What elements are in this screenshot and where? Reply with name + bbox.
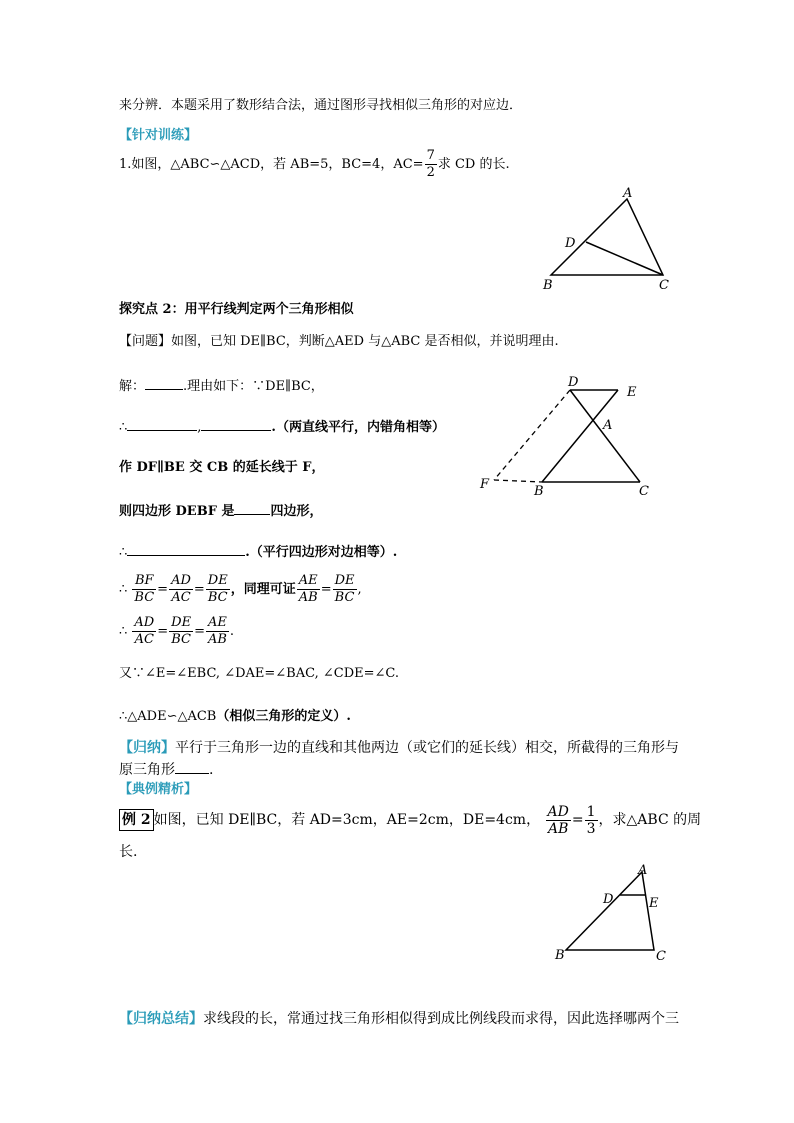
fraction-seven-halves: $\frac{7}{2}$ [426,148,435,180]
label-c: C [656,949,666,964]
problem-statement: 【问题】如图，已知 DE∥BC，判断△AED 与△ABC 是否相似，并说明理由. [119,334,559,349]
label-b: B [534,484,544,499]
explore-title: 探究点 2：用平行线判定两个三角形相似 [119,302,354,317]
ratio-line-1: ∴ $\frac{BF}{BC}$ = $\frac{AD}{AC}$ = $\frac{DE}{BC}$ ，同理可证 $\frac{AE}{AB}$ = $\frac{DE}{BC}$ , [119,573,362,605]
angles-line: 又∵∠E=∠EBC, ∠DAE=∠BAC, ∠CDE=∠C. [119,666,400,681]
construction-line: 作 DF∥BE 交 CB 的延长线于 F， [119,460,325,475]
fraction-ad-ac: $\frac{AD}{AC}$ [171,573,191,605]
final-summary: 【归纳总结】求线段的长，常通过找三角形相似得到成比例线段而求得，因此选择哪两个三 [119,1011,679,1027]
label-b: B [543,278,553,293]
solution-line-2: ∴ , .（两直线平行，内错角相等） [119,416,445,438]
answer-blank-2[interactable] [127,416,197,431]
answer-blank-5[interactable] [127,541,245,556]
fraction-ad-ac-2: $\frac{AD}{AC}$ [134,615,155,647]
answer-blank-1[interactable] [145,375,183,390]
label-a: A [623,186,633,201]
solution-line-1: 解： .理由如下：∵DE∥BC， [119,375,324,397]
label-a: A [603,418,613,433]
answer-blank-6[interactable] [175,759,209,774]
label-c: C [659,278,669,293]
label-d: D [568,375,579,390]
label-e: E [649,896,659,911]
label-c: C [639,484,649,499]
fraction-bf-bc: $\frac{BF}{BC}$ [134,573,155,605]
label-d: D [565,236,576,251]
label-a: A [638,863,648,878]
label-b: B [555,948,565,963]
figure-bowtie-de-bc [472,374,662,502]
fraction-de-bc-3: $\frac{DE}{BC}$ [171,615,192,647]
question-1: 1.如图，△ABC∽△ACD，若 AB=5，BC=4，AC= $\frac{7}{2}$ 求 CD 的长. [119,148,510,180]
fraction-ae-ab-2: $\frac{AE}{AB}$ [207,615,227,647]
fraction-de-bc: $\frac{DE}{BC}$ [207,573,228,605]
example-2-label: 例 2 [119,809,154,831]
answer-blank-4[interactable] [234,500,270,515]
training-heading: 【针对训练】 [119,128,198,143]
ratio-line-2: ∴ $\frac{AD}{AC}$ = $\frac{DE}{BC}$ = $\frac{AE}{AB}$ . [119,615,235,647]
conclusion-line: ∴△ADE∽△ACB（相似三角形的定义）. [119,709,351,724]
example-2: 例 2 如图，已知 DE∥BC，若 AD=3cm，AE=2cm，DE=4cm， $\frac{AD}{AB}$ = $\frac{1}{3}$ ，求△ABC 的周 [119,800,701,840]
figure-triangle-abc-acd [535,183,675,293]
quadrilateral-line: 则四边形 DEBF 是 四边形， [119,500,322,522]
label-f: F [480,477,490,492]
summary-line-1: 【归纳】平行于三角形一边的直线和其他两边（或它们的延长线）相交，所截得的三角形与 [119,740,679,756]
fraction-one-third: $\frac{1}{3}$ [586,803,596,837]
summary-line-2: 原三角形 . [119,759,213,780]
fraction-ae-ab: $\frac{AE}{AB}$ [298,573,318,605]
label-e: E [627,385,637,400]
answer-blank-3[interactable] [201,416,271,431]
fraction-de-bc-2: $\frac{DE}{BC}$ [334,573,355,605]
example-2-line-2: 长. [119,844,138,860]
figure-example-2 [548,862,678,967]
example-heading: 【典例精析】 [119,782,198,797]
label-d: D [603,892,614,907]
intro-line: 来分辨．本题采用了数形结合法，通过图形寻找相似三角形的对应边． [119,98,523,113]
solution-line-5: ∴ .（平行四边形对边相等）. [119,541,397,563]
fraction-ad-ab: $\frac{AD}{AB}$ [547,803,569,837]
